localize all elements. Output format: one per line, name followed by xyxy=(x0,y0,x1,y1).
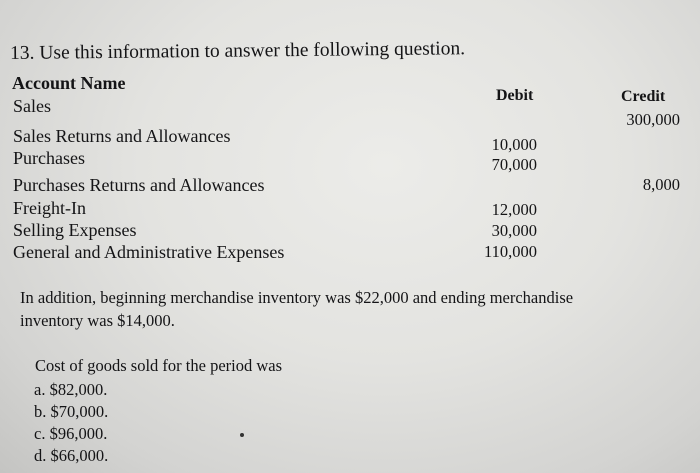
debit-value-selling-expenses: 30,000 xyxy=(491,221,537,240)
debit-value-purchases: 70,000 xyxy=(491,155,537,174)
account-name-purchases: Purchases xyxy=(13,148,85,168)
account-name-general-admin-expenses: General and Administrative Expenses xyxy=(13,242,285,262)
option-b: b. $70,000. xyxy=(34,402,109,421)
column-header-account-name: Account Name xyxy=(12,73,126,93)
credit-value-purchases-returns: 8,000 xyxy=(642,175,680,194)
inventory-info-line-2: inventory was $14,000. xyxy=(20,311,175,330)
option-a: a. $82,000. xyxy=(34,380,108,399)
question-prompt: 13. Use this information to answer the following question. xyxy=(9,38,466,64)
debit-value-freight-in: 12,000 xyxy=(491,200,537,219)
ink-speck xyxy=(240,433,244,437)
credit-value-sales: 300,000 xyxy=(626,110,680,129)
account-name-freight-in: Freight-In xyxy=(13,198,86,218)
column-header-credit: Credit xyxy=(621,88,666,105)
debit-value-sales-returns: 10,000 xyxy=(491,135,537,154)
mcq-stem: Cost of goods sold for the period was xyxy=(35,356,283,375)
account-name-sales-returns: Sales Returns and Allowances xyxy=(13,126,231,146)
option-d: d. $66,000. xyxy=(34,446,109,465)
column-header-debit: Debit xyxy=(496,87,534,104)
option-c: c. $96,000. xyxy=(34,424,108,443)
account-name-selling-expenses: Selling Expenses xyxy=(13,220,137,240)
inventory-info-line-1: In addition, beginning merchandise inventory was $22,000 and ending merchandise xyxy=(20,288,574,307)
debit-value-general-admin-expenses: 110,000 xyxy=(483,242,537,261)
account-name-sales: Sales xyxy=(13,96,51,116)
account-name-purchases-returns: Purchases Returns and Allowances xyxy=(13,175,265,195)
